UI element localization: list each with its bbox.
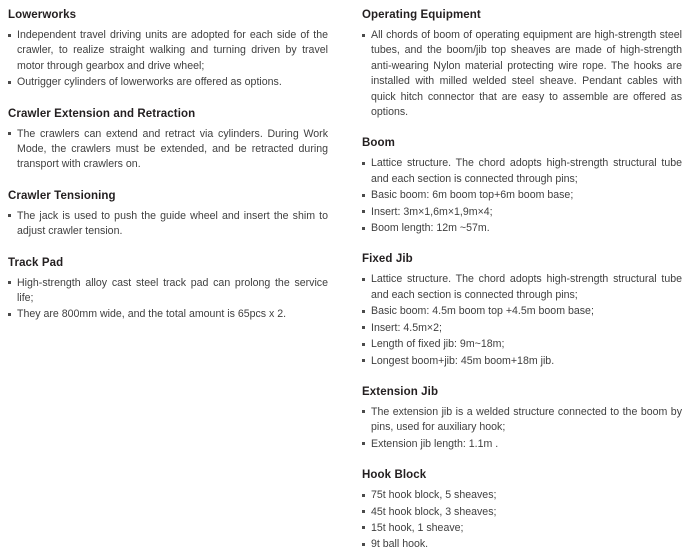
bullet-list-crawler-tensioning [8, 209, 328, 240]
list-item-text: Insert: 3m×1,6m×1,9m×4; [371, 205, 493, 218]
square-bullet-icon [362, 494, 365, 497]
list-item [8, 307, 328, 322]
list-item [362, 156, 682, 187]
square-bullet-icon [362, 442, 365, 445]
section-track-pad [8, 256, 328, 323]
bullet-list-track-pad [8, 276, 328, 323]
square-bullet-icon [362, 526, 365, 529]
heading-crawler-extension-and-retraction: Crawler Extension and Retraction [8, 107, 196, 120]
left-column [0, 0, 344, 547]
section-lowerworks [8, 8, 328, 91]
list-item [362, 188, 682, 203]
list-item [362, 505, 682, 520]
bullet-list-operating-equipment [362, 28, 682, 120]
right-column [344, 0, 688, 551]
list-item-text: Lattice structure. The chord adopts high-strength structural tube and each section is connected through pins; [371, 157, 682, 185]
list-item-text: 75t hook block, 5 sheaves; [371, 489, 497, 502]
heading-extension-jib: Extension Jib [362, 385, 439, 398]
list-item-text: They are 800mm wide, and the total amount is 65pcs x 2. [17, 308, 287, 321]
list-item-text: Boom length: 12m ~57m. [371, 222, 490, 235]
list-item [362, 405, 682, 436]
heading-hook-block: Hook Block [362, 469, 427, 482]
square-bullet-icon [8, 214, 11, 217]
list-item-text: Extension jib length: 1.1m . [371, 437, 499, 450]
square-bullet-icon [8, 132, 11, 135]
list-item-text: Length of fixed jib: 9m~18m; [371, 338, 505, 351]
list-item-text: Independent travel driving units are adopted for each side of the crawler, to realize straight walking and turning driven by travel motor through gearbox and drive wheel; [17, 29, 328, 72]
list-item [362, 437, 682, 452]
section-crawler-tensioning [8, 189, 328, 240]
section-extension-jib [362, 385, 682, 452]
list-item-text: The jack is used to push the guide wheel and insert the shim to adjust crawler tension. [17, 209, 328, 238]
square-bullet-icon [362, 227, 365, 230]
square-bullet-icon [362, 543, 365, 546]
list-item-text: Basic boom: 6m boom top+6m boom base; [371, 189, 574, 202]
heading-crawler-tensioning: Crawler Tensioning [8, 189, 116, 202]
section-hook-block [362, 468, 682, 553]
list-item-text: 15t hook, 1 sheave; [371, 521, 464, 534]
bullet-list-crawler-extension-and-retraction [8, 127, 328, 173]
square-bullet-icon [362, 326, 365, 329]
square-bullet-icon [362, 343, 365, 346]
square-bullet-icon [362, 510, 365, 513]
square-bullet-icon [362, 194, 365, 197]
square-bullet-icon [362, 162, 365, 165]
list-item [8, 75, 328, 90]
list-item [362, 272, 682, 303]
square-bullet-icon [362, 278, 365, 281]
square-bullet-icon [362, 310, 365, 313]
heading-lowerworks: Lowerworks [8, 9, 77, 21]
list-item-text: Basic boom: 4.5m boom top +4.5m boom base; [371, 305, 594, 318]
list-item-text: Insert: 4.5m×2; [371, 321, 442, 334]
list-item-text: The crawlers can extend and retract via cylinders. During Work Mode, the crawlers must be extended, and be retracted during transport with crawlers on. [17, 127, 328, 171]
square-bullet-icon [362, 210, 365, 213]
list-item [362, 304, 682, 319]
list-item [362, 537, 682, 552]
list-item [362, 321, 682, 336]
list-item [362, 221, 682, 236]
list-item-text: Lattice structure. The chord adopts high-strength structural tube and each section is connected through pins; [371, 273, 682, 301]
list-item [8, 276, 328, 307]
list-item-text: Longest boom+jib: 45m boom+18m jib. [371, 354, 555, 367]
list-item [362, 488, 682, 503]
list-item-text: Outrigger cylinders of lowerworks are offered as options. [17, 76, 282, 89]
heading-operating-equipment: Operating Equipment [362, 9, 481, 21]
square-bullet-icon [8, 81, 11, 84]
heading-fixed-jib: Fixed Jib [362, 253, 413, 266]
list-item-text: 9t ball hook. [371, 538, 429, 551]
bullet-list-hook-block [362, 488, 682, 553]
square-bullet-icon [8, 313, 11, 316]
list-item-text: 45t hook block, 3 sheaves; [371, 505, 497, 518]
section-boom [362, 136, 682, 236]
section-crawler-extension-and-retraction [8, 107, 328, 173]
section-fixed-jib [362, 252, 682, 368]
list-item [8, 209, 328, 240]
list-item [362, 521, 682, 536]
list-item [362, 205, 682, 220]
list-item [362, 28, 682, 120]
bullet-list-fixed-jib [362, 272, 682, 368]
square-bullet-icon [362, 359, 365, 362]
list-item-text: High-strength alloy cast steel track pad can prolong the service life; [17, 276, 328, 305]
heading-boom: Boom [362, 137, 395, 150]
bullet-list-lowerworks [8, 28, 328, 91]
section-operating-equipment [362, 8, 682, 120]
square-bullet-icon [8, 34, 11, 37]
heading-track-pad: Track Pad [8, 256, 64, 269]
list-item [8, 127, 328, 173]
list-item [362, 337, 682, 352]
square-bullet-icon [362, 34, 365, 37]
list-item-text: All chords of boom of operating equipment are high-strength steel tubes, and the boom/jib top sheaves are made of high-strength anti-wearing Nylon material protecting wire rope. The hooks are installed with milled welded steel sheave. Pendant cables with quick hitch connector that are easy to assemble are offered as options. [371, 29, 682, 119]
list-item [8, 28, 328, 74]
square-bullet-icon [362, 410, 365, 413]
square-bullet-icon [8, 281, 11, 284]
list-item-text: The extension jib is a welded structure connected to the boom by pins, used for auxiliary hook; [371, 405, 682, 434]
bullet-list-boom [362, 156, 682, 236]
list-item [362, 354, 682, 369]
bullet-list-extension-jib [362, 405, 682, 452]
